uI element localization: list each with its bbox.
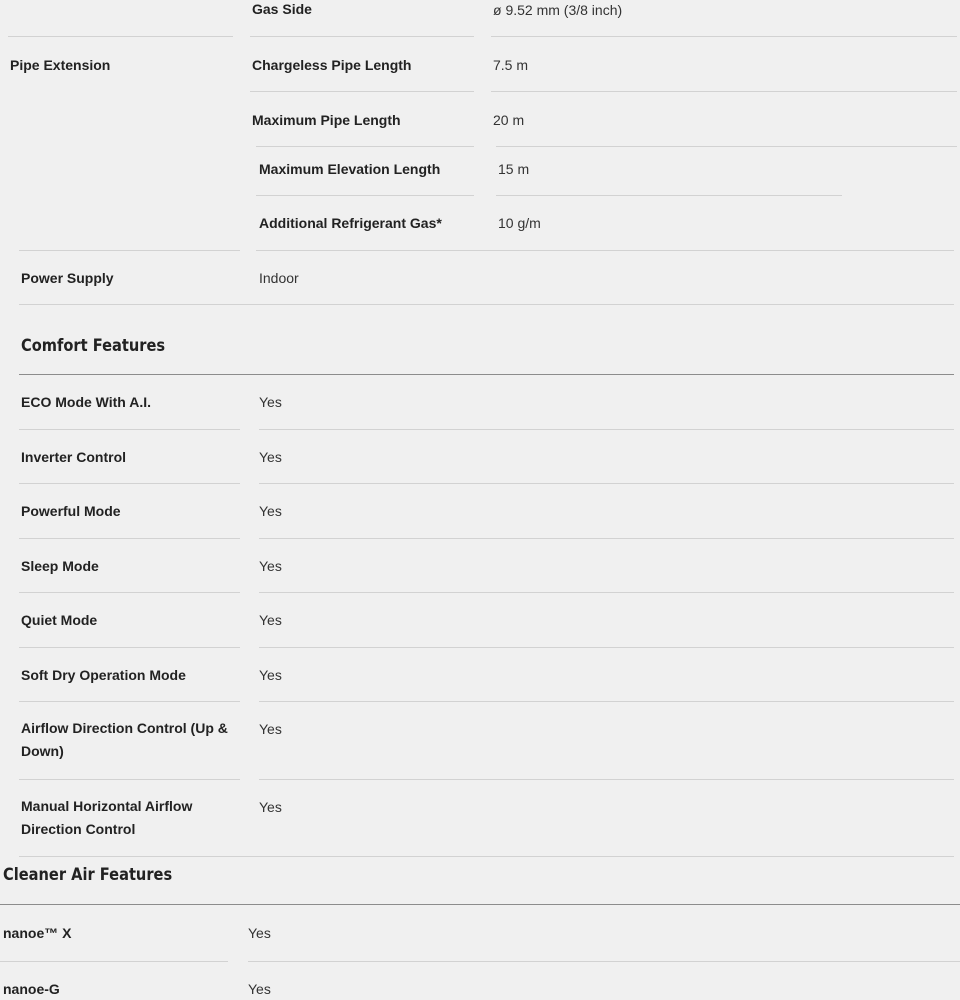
chargeless-pipe-length-value: 7.5 m <box>493 57 529 73</box>
feature-value: Yes <box>259 799 282 815</box>
divider <box>250 91 474 92</box>
feature-value: Yes <box>259 612 282 628</box>
max-pipe-length-value: 20 m <box>493 112 525 128</box>
max-elevation-length-label: Maximum Elevation Length <box>259 161 441 177</box>
feature-value: Yes <box>248 981 271 997</box>
divider <box>0 961 228 962</box>
divider <box>256 195 474 196</box>
divider <box>259 701 954 702</box>
feature-label: Airflow Direction Control (Up & Down) <box>21 720 228 759</box>
divider <box>259 647 954 648</box>
divider <box>19 538 240 539</box>
divider <box>19 647 240 648</box>
divider <box>259 429 954 430</box>
additional-gas-label: Additional Refrigerant Gas* <box>259 215 442 231</box>
pipe-extension-label: Pipe Extension <box>10 57 111 73</box>
feature-label: nanoe™ X <box>3 925 72 941</box>
max-elevation-length-value: 15 m <box>498 161 530 177</box>
divider <box>19 483 240 484</box>
divider <box>19 429 240 430</box>
power-supply-label: Power Supply <box>21 270 114 286</box>
divider <box>19 779 240 780</box>
feature-value: Yes <box>259 721 282 737</box>
feature-label: Inverter Control <box>21 449 127 465</box>
divider <box>19 592 240 593</box>
gas-side-value: ø 9.52 mm (3/8 inch) <box>493 2 623 18</box>
feature-label: Powerful Mode <box>21 503 121 519</box>
max-pipe-length-label: Maximum Pipe Length <box>252 112 401 128</box>
divider <box>259 538 954 539</box>
divider <box>259 779 954 780</box>
cleaner-air-features-heading: Cleaner Air Features <box>3 865 173 885</box>
divider <box>248 961 960 962</box>
divider <box>19 856 954 857</box>
divider <box>256 146 474 147</box>
feature-label: Manual Horizontal Airflow Direction Control <box>21 798 193 837</box>
chargeless-pipe-length-label: Chargeless Pipe Length <box>252 57 412 73</box>
gas-side-label: Gas Side <box>252 1 312 17</box>
divider <box>19 250 240 251</box>
divider <box>19 304 954 305</box>
divider <box>19 701 240 702</box>
power-supply-value: Indoor <box>259 270 299 286</box>
additional-gas-value: 10 g/m <box>498 215 541 231</box>
feature-value: Yes <box>259 449 282 465</box>
feature-label: Sleep Mode <box>21 558 99 574</box>
feature-label: Quiet Mode <box>21 612 98 628</box>
divider <box>496 195 842 196</box>
divider <box>250 36 474 37</box>
feature-label: Soft Dry Operation Mode <box>21 667 186 683</box>
divider <box>491 91 957 92</box>
section-divider <box>19 374 954 375</box>
divider <box>259 483 954 484</box>
divider <box>259 592 954 593</box>
feature-value: Yes <box>259 503 282 519</box>
feature-value: Yes <box>259 558 282 574</box>
divider <box>491 36 957 37</box>
divider <box>496 146 957 147</box>
feature-label: ECO Mode With A.I. <box>21 394 152 410</box>
section-divider <box>0 904 960 905</box>
divider <box>8 36 233 37</box>
feature-value: Yes <box>248 925 271 941</box>
feature-label: nanoe-G <box>3 981 60 997</box>
feature-value: Yes <box>259 394 282 410</box>
comfort-features-heading: Comfort Features <box>21 336 166 356</box>
divider <box>256 250 954 251</box>
feature-value: Yes <box>259 667 282 683</box>
